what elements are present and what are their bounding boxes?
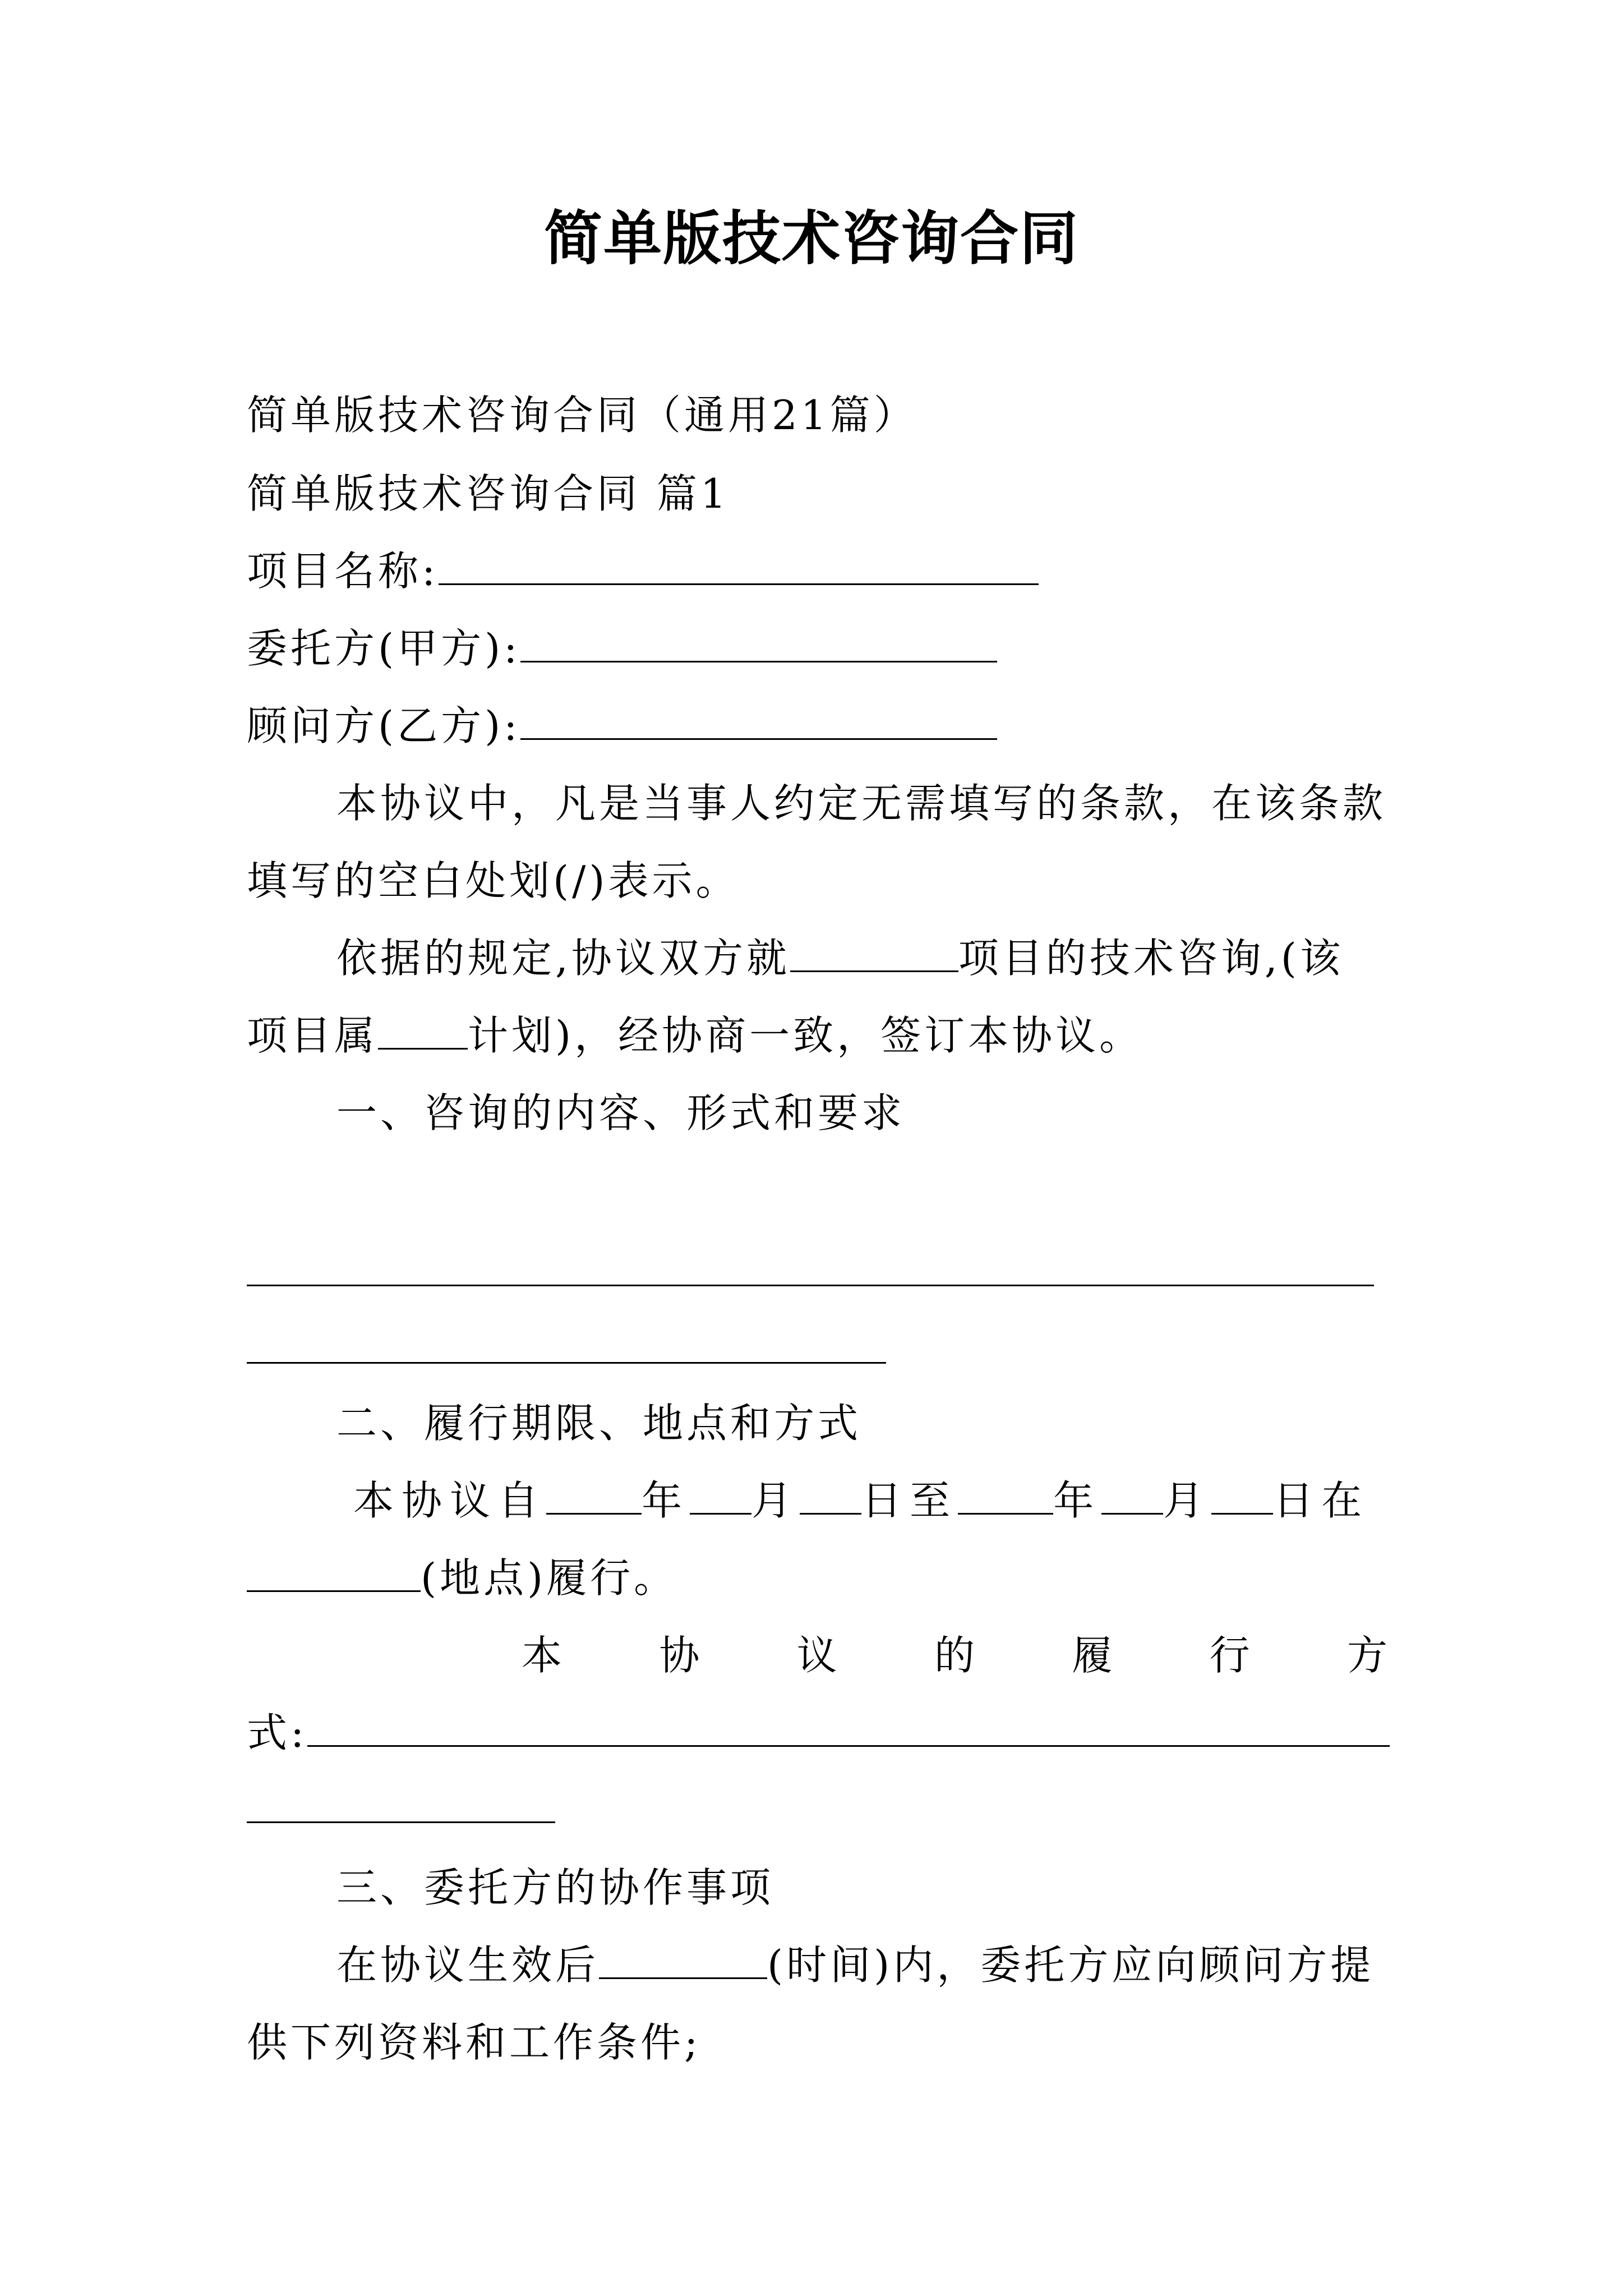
- paragraph-text: 年: [1053, 1477, 1102, 1524]
- paragraph-text: 日在: [1273, 1477, 1370, 1524]
- paragraph-text: 的: [934, 1632, 978, 1679]
- term-line: [247, 1547, 1391, 1609]
- heading-client-cooperation: 三、委托方的协作事项: [336, 1864, 774, 1911]
- field-label: 项目名称:: [247, 547, 439, 595]
- fill-line[interactable]: [247, 1821, 555, 1823]
- fill-blank[interactable]: [599, 1966, 767, 1979]
- document-title: 简单版技术咨询合同: [543, 204, 1079, 273]
- fill-blank[interactable]: [247, 1579, 421, 1592]
- fill-blank[interactable]: [378, 1037, 468, 1050]
- paragraph-line: 本协议中，凡是当事人约定无需填写的条款，在该条款: [336, 780, 1387, 827]
- fill-blank[interactable]: [690, 1502, 751, 1515]
- paragraph-text: 依据的规定,协议双方就: [336, 935, 790, 982]
- paragraph-text: 项目的技术咨询,(该: [958, 935, 1344, 982]
- paragraph-text: 履: [1072, 1632, 1116, 1679]
- paragraph-text: 项目属: [247, 1012, 379, 1059]
- field-consultant: [247, 695, 1391, 757]
- paragraph-text: 月: [1163, 1477, 1212, 1524]
- paragraph-line: 填写的空白处划(/)表示。: [247, 857, 740, 904]
- fill-blank[interactable]: [439, 572, 1039, 585]
- heading-term-place-method: 二、履行期限、地点和方式: [336, 1400, 862, 1447]
- paragraph-text: 本协议自: [353, 1477, 547, 1524]
- fill-blank[interactable]: [520, 727, 997, 740]
- fill-blank[interactable]: [307, 1734, 1390, 1747]
- fill-blank[interactable]: [1101, 1502, 1163, 1515]
- field-project-name: [247, 540, 1391, 602]
- paragraph-line: [247, 1005, 1391, 1066]
- fill-blank[interactable]: [790, 959, 958, 972]
- paragraph-line: 供下列资料和工作条件;: [247, 2019, 702, 2066]
- paragraph-text: (地点)履行。: [421, 1554, 678, 1602]
- fill-blank[interactable]: [1211, 1502, 1273, 1515]
- method-line: [247, 1702, 1391, 1764]
- paragraph-text: 月: [751, 1477, 800, 1524]
- paragraph-text: 本: [522, 1632, 566, 1679]
- term-line: [353, 1470, 1391, 1531]
- field-client: [247, 618, 1391, 679]
- paragraph-line: [336, 927, 1391, 989]
- method-line: [522, 1625, 1391, 1686]
- paragraph-text: 计划)，经协商一致，签订本协议。: [468, 1012, 1144, 1059]
- paragraph-text: 年: [642, 1477, 690, 1524]
- paragraph-text: 方: [1347, 1632, 1391, 1679]
- fill-blank[interactable]: [520, 650, 997, 662]
- paragraph-text: (时间)内，委托方应向顾问方提: [767, 1941, 1375, 1989]
- paragraph-text: 式:: [247, 1709, 308, 1756]
- paragraph-text: 议: [796, 1632, 841, 1679]
- field-label: 顾问方(乙方):: [247, 702, 521, 749]
- fill-blank[interactable]: [958, 1502, 1053, 1515]
- heading-consulting-content: 一、咨询的内容、形式和要求: [336, 1089, 906, 1137]
- section-heading: 简单版技术咨询合同 篇1: [247, 470, 730, 517]
- document-subtitle: 简单版技术咨询合同（通用21篇）: [247, 392, 917, 439]
- paragraph-text: 协: [659, 1632, 703, 1679]
- field-label: 委托方(甲方):: [247, 625, 521, 672]
- paragraph-text: 日至: [861, 1477, 958, 1524]
- fill-blank[interactable]: [546, 1502, 642, 1515]
- fill-line[interactable]: [247, 1285, 1374, 1286]
- paragraph-text: 在协议生效后: [336, 1941, 600, 1989]
- paragraph-line: [336, 1934, 1391, 1996]
- paragraph-text: 行: [1209, 1632, 1253, 1679]
- fill-blank[interactable]: [800, 1502, 861, 1515]
- fill-line[interactable]: [247, 1362, 886, 1364]
